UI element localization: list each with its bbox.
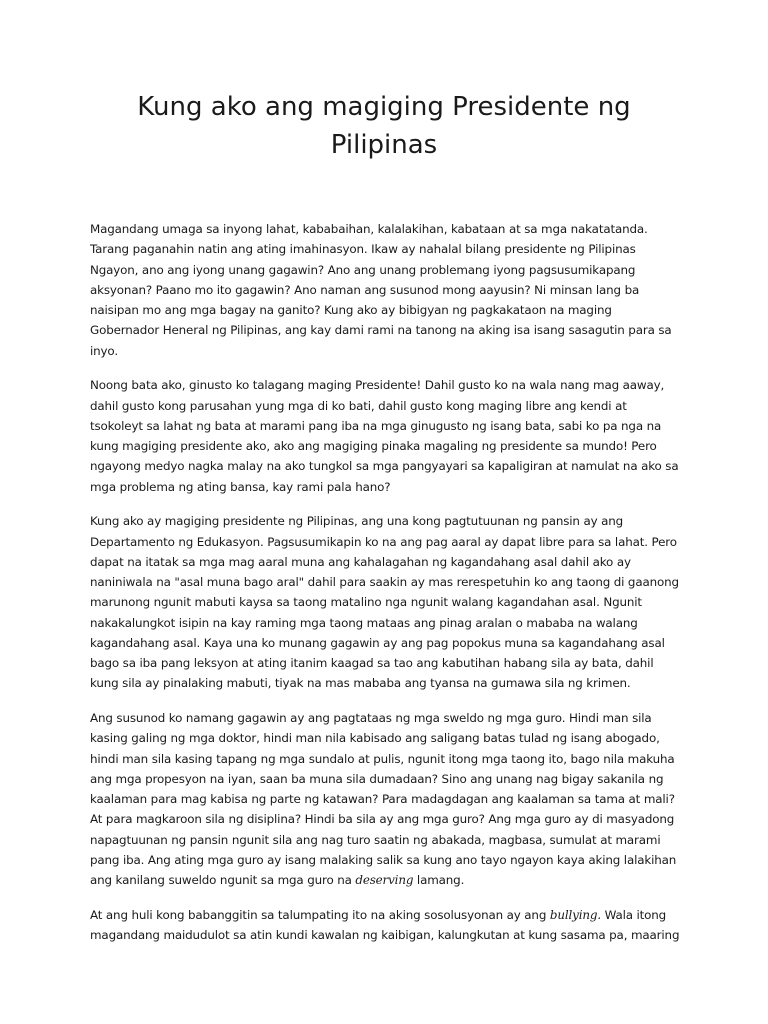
paragraph-3: Kung ako ay magiging presidente ng Pilipinas, ang una kong pagtutuunan ng pansin ay ang Departamento ng Edukasyon. Pagsusumikapin ko na ang pag aaral ay dapat libre para sa lahat. Pero dapat na itatak sa mga mag aaral muna ang kahalagahan ng kagandahang asal dahil ako ay naniniwala na "asal muna bago aral" dahil para saakin ay mas rerespetuhin ko ang taong di gaanong marunong ngunit mabuti kaysa sa taong matalino nga ngunit walang kagandahan asal. Ngunit nakakalungkot isipin na kay raming mga taong mataas ang pinag aralan o mababa na walang kagandahang asal. Kaya una ko munang gagawin ay ang pag popokus muna sa kagandahang asal bago sa iba pang leksyon at ating itanim kaagad sa tao ang kabutihan habang sila ay bata, dahil kung sila ay pinalaking mabuti, tiyak na mas mababa ang tyansa na gumawa sila ng krimen. (90, 514, 679, 691)
paragraph-4 (90, 708, 682, 890)
paragraph-4-emphasis: deserving (355, 873, 414, 887)
paragraph-5-emphasis: bullying. (549, 907, 601, 922)
document-body (90, 219, 682, 960)
paragraph-5-text: At ang huli kong babanggitin sa talumpating ito na aking sosolusyonan ay ang (90, 907, 550, 922)
paragraph-4-text: Ang susunod ko namang gagawin ay ang pagtataas ng mga sweldo ng mga guro. Hindi man sila kasing galing ng mga doktor, hindi man nila kabisado ang saligang batas tulad ng isang abogado, hindi man sila kasing tapang ng mga sundalo at pulis, ngunit itong mga taong ito, bago nila makuha ang mga propesyon na iyan, saan ba muna sila dumadaan? Sino ang unang nag bigay sakanila ng kaalaman para mag kabisa ng parte ng katawan? Para madagdagan ang kaalaman sa tama at mali? At para magkaroon sila ng disiplina? Hindi ba sila ay ang mga guro? Ang mga guro ay di masyadong napagtuunan ng pansin ngunit sila ang nag turo saatin ng abakada, magbasa, sumulat at marami pang iba. Ang ating mga guro ay isang malaking salik sa kung ano tayo ngayon kaya aking lalakihan ang kanilang suweldo ngunit sa mga guro na (90, 711, 677, 887)
paragraph-4-tail: lamang. (413, 873, 465, 887)
paragraph-1: Magandang umaga sa inyong lahat, kababaihan, kalalakihan, kabataan at sa mga nakatatanda. Tarang paganahin natin ang ating imahinasyon. Ikaw ay nahalal bilang presidente ng Pilipinas Ngayon, ano ang iyong unang gagawin? Ano ang unang problemang iyong pagsusumikapang aksyonan? Paano mo ito gagawin? Ano naman ang susunod mong aayusin? Ni minsan lang ba naisipan mo ang mga bagay na ganito? Kung ako ay bibigyan ng pagkakataon na maging Gobernador Heneral ng Pilipinas, ang kay dami rami na tanong na aking isa isang sasagutin para sa inyo. (90, 222, 672, 358)
paragraph-5-tail: Wala itong magandang maidudulot sa atin kundi kawalan ng kaibigan, kalungkutan at kung sasama pa, maaring (90, 907, 680, 942)
document-title: Kung ako ang magiging Presidente ng Pilipinas (137, 92, 631, 160)
paragraph-2: Noong bata ako, ginusto ko talagang maging Presidente! Dahil gusto ko na wala nang mag aaway, dahil gusto kong parusahan yung mga di ko bati, dahil gusto kong maging libre ang kendi at tsokoleyt sa lahat ng bata at marami pang iba na mga ginugusto ng isang bata, sabi ko pa nga na kung magiging presidente ako, ako ang magiging pinaka magaling ng presidente sa mundo! Pero ngayong medyo nagka malay na ako tungkol sa mga pangyayari sa kapaligiran at namulat na ako sa mga problema ng ating bansa, kay rami pala hano? (90, 378, 679, 494)
paragraph-5 (90, 905, 682, 946)
